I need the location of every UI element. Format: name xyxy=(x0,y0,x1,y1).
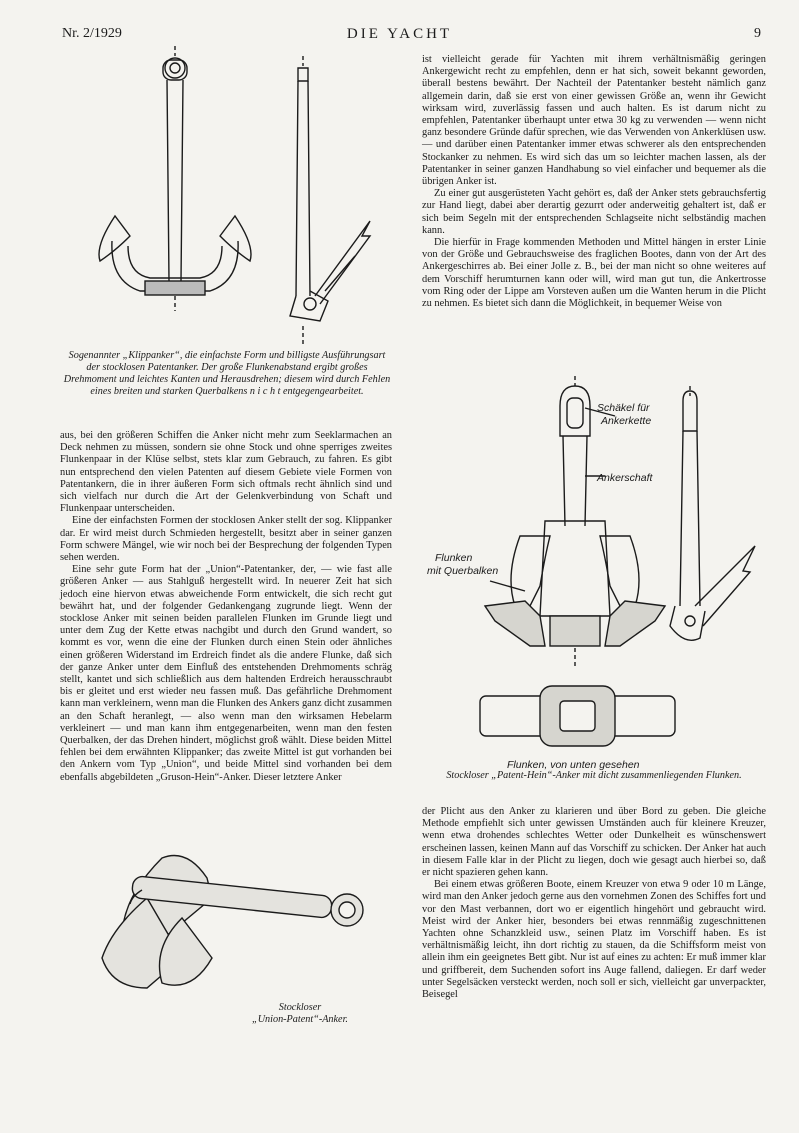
magazine-title: DIE YACHT xyxy=(346,26,453,42)
paragraph: Zu einer gut ausgerüsteten Yacht gehört es, daß der Anker stets gebrauchsfertig zur Hand liegt, dabei aber derartig gezurrt oder anderweitig gehaltert ist, daß er sich beim Segeln mit der entsprechenden Schlagseite nicht selbständig machen kann. xyxy=(422,188,766,236)
union-caption-line1: Stockloser xyxy=(278,1002,322,1013)
paragraph: aus, bei den größeren Schiffen die Anker nicht mehr zum Seeklarmachen an Deck nehmen zu müssen, sondern sie ohne Stock und ohne sperriges zweites Flunkenpaar in der Klüse selbst, stets klar zum Gebrauch, zu fahren. Es gibt nun entsprechend den vielen Patenten auf diesem Gebiete viele Formen von Patentankern, die in ihrer äußeren Form sich oftmals recht ähnlich sind und sich vielfach nur durch die Art der Gelenkverbindung von Schaft und Flunkenpaar unterscheiden. xyxy=(60,430,392,515)
label-shackle: Schäkel für xyxy=(597,402,650,414)
label-shackle-2: Ankerkette xyxy=(601,415,652,427)
left-column-text xyxy=(60,430,392,784)
klippanker-caption: Sogenannter „Klippanker“, die einfachste Form und billigste Ausführungsart der stocklosen Patentanker. Der große Flunkenabstand ergibt großes Drehmoment und leichtes Kanten und Herausdrehen; diesem wird durch Fehlen eines breiten und starken Querbalkens n i c h t entgegengearbeitet. xyxy=(63,350,391,397)
right-column-bottom-text xyxy=(422,806,766,1001)
klippanker-figure xyxy=(70,46,390,346)
union-anchor-caption xyxy=(200,1002,400,1026)
label-flukes: Flunken xyxy=(435,552,473,564)
paragraph: Eine sehr gute Form hat der „Union“-Patentanker, der, — wie fast alle größeren Anker — aus Stahlguß hergestellt wird. In neuerer Zeit hat sich jedoch eine hiervon etwas abweichende Form entwickelt, die sich recht gut bewährt hat, und der folgender Gedankengang zugrunde liegt. Wenn der stocklose Anker mit seinen beiden parallelen Flunken im Grunde liegt und unter dem Zug der Kette etwas nachgibt und durch den Grund wandert, so kommt es vor, wenn die eine der Flunken durch einen Stein oder ähnliches einen größeren Widerstand im Erdreich findet als die andere Flunke, daß sich der ganze Anker unter dem Einfluß des entstehenden Drehmoments schräg stellt, kantet und sich schließlich aus dem haltenden Erdreich herausschraubt bis er gleitet und erst wieder neu fassen muß. Das gefährliche Drehmoment kann man verkleinern, wenn man die Flunken des Ankers ganz dicht zusammen an den Schaft heranlegt, — also wenn man den wirksamen Hebelarm verkleinert — und man kann ihm entgegenarbeiten, wenn man den festen Querbalken, der das Drehen hindert, möglichst groß wählt. Diese beiden Mittel fehlen bei dem erwähnten Klippanker; das zweite Mittel ist gut vorhanden bei den Ankern vom Typ „Union“, und beide Mittel sind vorhanden bei dem ebenfalls abgebildeten „Gruson-Hein“-Anker. Dieser letztere Anker xyxy=(60,564,392,783)
patent-hein-figure xyxy=(425,376,785,771)
label-bottom-view: Flunken, von unten gesehen xyxy=(507,759,640,771)
union-caption-line2: „Union-Patent“-Anker. xyxy=(252,1014,348,1025)
issue-number: Nr. 2/1929 xyxy=(62,26,122,41)
union-anchor-figure xyxy=(92,838,382,998)
paragraph: Die hierfür in Frage kommenden Methoden und Mittel hängen in erster Linie von der Größe und Gebrauchsweise des fraglichen Bootes, dann von der Art des Ankergeschirres ab. Bei einer Jolle z. B., bei der man nicht so ohne weiteres auf dem Vorschiff herumturnen kann oder will, wird man gut tun, die Ankertrosse vom Ring oder der Lippe am Vorsteven außen um die Wanten herum in die Plicht zu nehmen. Es bietet sich dann die Möglichkeit, in bequemer Weise von xyxy=(422,237,766,310)
paragraph: Bei einem etwas größeren Boote, einem Kreuzer von etwa 9 oder 10 m Länge, wird man den Anker jedoch gerne aus den vornehmen Zonen des Schiffes fort und vor den Mast verbannen, dort wo er eigentlich hingehört und gebraucht wird. Meist wird der Anker hier, besonders bei etwas rennmäßig zugeschnittenen Yachten ohne Schanzkleid usw., seinen Platz im Vorschiff haben. Es ist verhältnismäßig leicht, ihn dort richtig zu stauen, da die Schiffsform meist von allein ihm ein geeignetes Bett gibt. Nur ist auf eines zu achten: Er muß immer klar und griffbereit, dem Suchenden sofort ins Auge fallend, daliegen. Er darf weder unter Segelsäcken versteckt werden, noch soll er sich, vielleicht gar unverpackter, Beisegel xyxy=(422,879,766,1001)
paragraph: Eine der einfachsten Formen der stocklosen Anker stellt der sog. Klippanker dar. Er wird meist durch Schmieden hergestellt, besitzt aber in seiner ganzen Form schwere Mängel, wie wir noch bei der Besprechung der folgenden Typen sehen werden. xyxy=(60,515,392,564)
label-flukes-2: mit Querbalken xyxy=(427,565,499,577)
patent-hein-caption: Stockloser „Patent-Hein“-Anker mit dicht zusammenliegenden Flunken. xyxy=(446,770,742,781)
right-column-top-text xyxy=(422,54,766,310)
paragraph: der Plicht aus den Anker zu klarieren und über Bord zu geben. Die gleiche Methode empfiehlt sich unter gewissen Umständen auch für kleinere Kreuzer, wenn etwa drohendes schlechtes Wetter oder Dunkelheit es wünschenswert erscheinen lassen, keinen Mann auf das Vorschiff zu schicken. Der Anker hat auch in diesem Falle klar in der Plicht zu liegen, doch wie gesagt auch hierbei so, daß er nicht spazieren gehen kann. xyxy=(422,806,766,879)
union-anchor-drawing xyxy=(92,838,382,998)
page-number: 9 xyxy=(754,26,761,41)
patent-hein-drawing xyxy=(425,376,785,771)
klippanker-drawing xyxy=(70,46,390,346)
paragraph: ist vielleicht gerade für Yachten mit ihrem verhältnismäßig geringen Ankergewicht recht zu empfehlen, denn er hat sich, soweit bekannt geworden, überall bestens bewährt. Der Nachteil der Patentanker besteht nämlich ganz allgemein darin, daß sie erst von einer gewissen Größe an, wenn ihr Gewicht wirksam wird, zuverlässig fassen und auch halten. Es ist darum nicht zu empfehlen, Patentanker überhaupt unter etwa 30 kg zu verwenden — wenn nicht ganz besondere Gründe dafür sprechen, wie das Verwenden von Ankerklüsen usw. — und darüber einen Patentanker immer etwas schwerer als den entsprechenden Stockanker zu nehmen. Es wird sich das um so leichter machen lassen, als der Patentanker in seiner ganzen Handhabung so viel einfacher und bequemer als die übrigen Anker ist. xyxy=(422,54,766,188)
label-shank: Ankerschaft xyxy=(597,472,653,484)
